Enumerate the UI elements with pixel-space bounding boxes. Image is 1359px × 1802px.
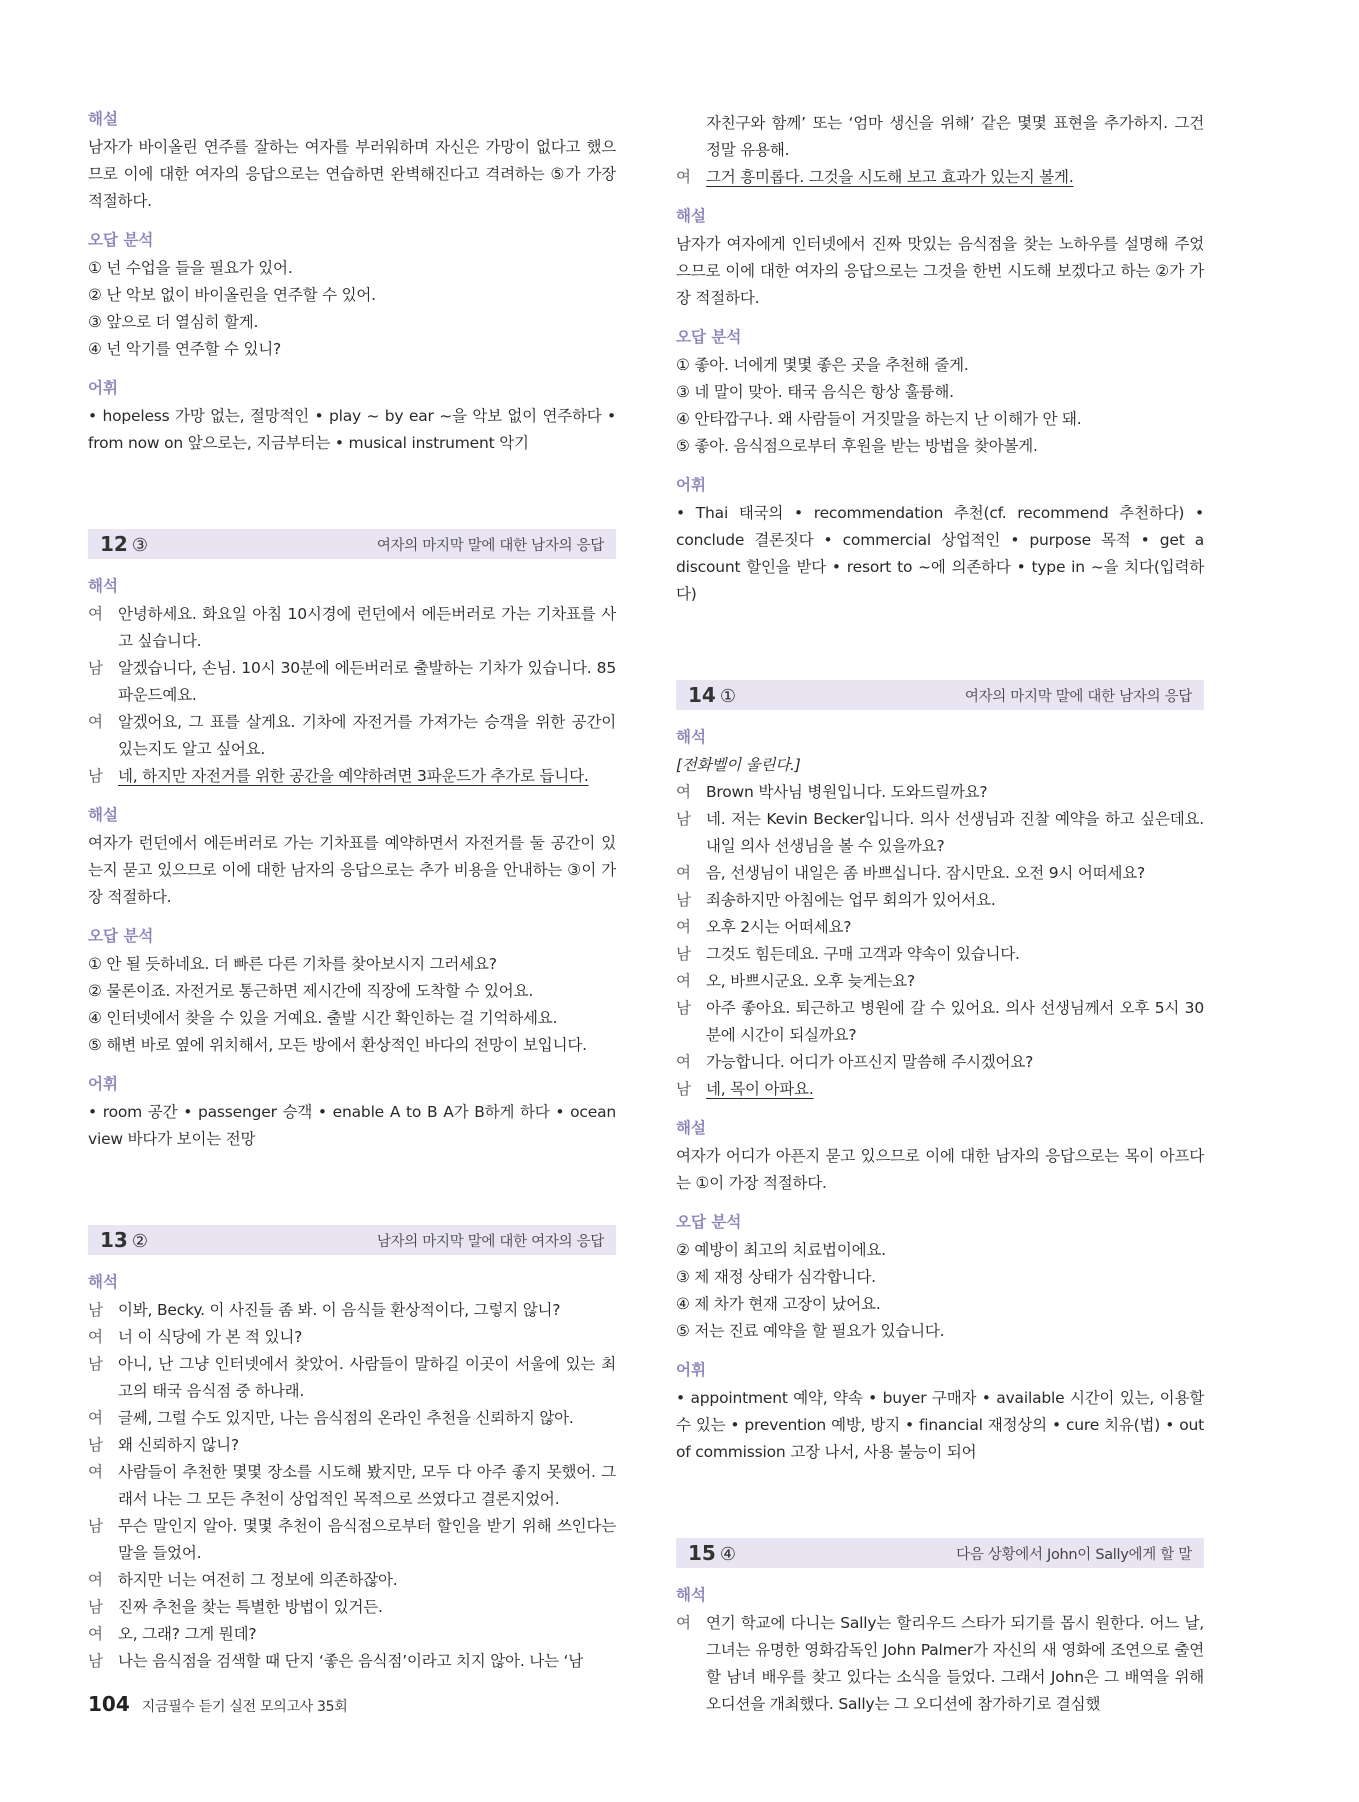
speaker: 남 [88,1652,103,1670]
line-text: Brown 박사님 병원입니다. 도와드릴까요? [706,783,988,801]
dialogue-line [88,655,616,709]
wrong-answer-label: 오답 분석 [88,231,154,249]
stage-direction: [전화벨이 울린다.] [676,756,801,774]
question-type: 남자의 마지막 말에 대한 여자의 응답 [376,1233,604,1250]
dialogue-line [88,1297,616,1324]
dialogue-line [676,941,1204,968]
wrong-answer-item: ① 안 될 듯하네요. 더 빠른 다른 기차를 찾아보시지 그러세요? [88,955,497,973]
dialogue-line [676,779,1204,806]
q12-vocabulary [88,1073,616,1153]
answer-line-text: 네, 하지만 자전거를 위한 공간을 예약하려면 3파운드가 추가로 듭니다. [118,767,589,785]
wrong-answer-item: ② 예방이 최고의 치료법이에요. [676,1241,886,1259]
wrong-answer-item: ① 좋아. 너에게 몇몇 좋은 곳을 추천해 줄게. [676,356,969,374]
wrong-answer-item: ① 넌 수업을 들을 필요가 있어. [88,259,293,277]
speaker: 여 [676,1053,691,1071]
line-text: 음, 선생님이 내일은 좀 바쁘십니다. 잠시만요. 오전 9시 어떠세요? [706,864,1146,882]
answer-mark: ② [131,1231,148,1252]
speaker: 남 [676,945,691,963]
explanation-text: 남자가 여자에게 인터넷에서 진짜 맛있는 음식점을 찾는 노하우를 설명해 주었으므로 이에 대한 여자의 응답으로는 그것을 한번 시도해 보겠다고 하는 ②가 가장 적절하다. [676,235,1205,307]
line-text: 하지만 너는 여전히 그 정보에 의존하잖아. [118,1571,398,1589]
translation-label: 해석 [88,577,118,595]
line-text: 알겠습니다, 손님. 10시 30분에 에든버러로 출발하는 기차가 있습니다. 85파운드예요. [118,659,616,704]
q14-header [676,680,1204,710]
dialogue-line [88,1459,616,1513]
q15-translation [676,1584,1204,1718]
line-text: 연기 학교에 다니는 Sally는 할리우드 스타가 되기를 몹시 원한다. 어느 날, 그녀는 유명한 영화감독인 John Palmer가 자신의 새 영화에 조연으로 출연할 남녀 배우를 찾고 있다는 소식을 들었다. 그래서 John은 그 배역을 위해 오디션을 개최했다. Sally는 그 오디션에 참가하기로 결심했 [706,1614,1204,1713]
line-text: 글쎄, 그럴 수도 있지만, 나는 음식점의 온라인 추천을 신뢰하지 않아. [118,1409,574,1427]
question-number: 14 [688,683,716,707]
translation-label: 해석 [676,728,706,746]
speaker: 여 [676,168,691,186]
answer-mark: ④ [719,1544,736,1565]
speaker: 여 [88,1463,103,1481]
wrong-answer-item: ④ 넌 악기를 연주할 수 있니? [88,340,282,358]
q14-vocabulary [676,1359,1204,1466]
speaker: 남 [676,999,691,1017]
dialogue-line [88,1594,616,1621]
speaker: 남 [676,891,691,909]
speaker: 여 [676,864,691,882]
q14-translation [676,726,1204,1103]
vocab-label: 어휘 [88,379,118,397]
line-text: 알겠어요, 그 표를 살게요. 기차에 자전거를 가져가는 승객을 위한 공간이 있는지도 알고 싶어요. [118,713,616,758]
q12-wrong-answers [88,925,616,1059]
q14-explanation [676,1117,1204,1197]
vocab-label: 어휘 [676,476,706,494]
answer-line-text: 그거 흥미롭다. 그것을 시도해 보고 효과가 있는지 볼게. [706,168,1074,186]
vocab-label: 어휘 [88,1075,118,1093]
wrong-answer-item: ③ 앞으로 더 열심히 할게. [88,313,259,331]
dialogue-line [88,1432,616,1459]
line-text: 오후 2시는 어떠세요? [706,918,852,936]
wrong-answer-item: ④ 제 차가 현재 고장이 났어요. [676,1295,881,1313]
question-number: 15 [688,1541,716,1565]
line-text: 안녕하세요. 화요일 아침 10시경에 런던에서 에든버러로 가는 기차표를 사고 싶습니다. [118,605,616,650]
dialogue-line [676,887,1204,914]
q11-wrong-answers [88,229,616,363]
dialogue-line [88,709,616,763]
explanation-text: 남자가 바이올린 연주를 잘하는 여자를 부러워하며 자신은 가망이 없다고 했으므로 이에 대한 여자의 응답으로는 연습하면 완벽해진다고 격려하는 ⑤가 가장 적절하다. [88,138,617,210]
speaker: 여 [676,972,691,990]
wrong-answer-item: ② 난 악보 없이 바이올린을 연주할 수 있어. [88,286,376,304]
speaker: 남 [88,1436,103,1454]
line-text: 오, 바쁘시군요. 오후 늦게는요? [706,972,915,990]
q15-header [676,1538,1204,1568]
q14-wrong-answers [676,1211,1204,1345]
question-number: 12 [100,532,128,556]
dialogue-line [88,1648,616,1675]
line-text: 이봐, Becky. 이 사진들 좀 봐. 이 음식들 환상적이다, 그렇지 않니? [118,1301,561,1319]
question-number: 13 [100,1228,128,1252]
dialogue-line [676,806,1204,860]
line-text: 오, 그래? 그게 뭔데? [118,1625,257,1643]
answer-mark: ① [719,686,736,707]
speaker: 여 [88,1571,103,1589]
dialogue-line [676,968,1204,995]
explanation-text: 여자가 어디가 아픈지 묻고 있으므로 이에 대한 남자의 응답으로는 목이 아프다는 ①이 가장 적절하다. [676,1147,1204,1192]
page-number: 104 [88,1692,130,1716]
dialogue-line [676,860,1204,887]
wrong-answer-item: ② 물론이죠. 자전거로 통근하면 제시간에 직장에 도착할 수 있어요. [88,982,534,1000]
q12-header [88,529,616,559]
q11-vocabulary [88,377,616,457]
speaker: 남 [676,810,691,828]
line-text: 너 이 식당에 가 본 적 있니? [118,1328,303,1346]
q11-explanation [88,108,616,215]
line-text: 왜 신뢰하지 않니? [118,1436,239,1454]
question-type: 여자의 마지막 말에 대한 남자의 응답 [964,688,1192,705]
line-text: 아주 좋아요. 퇴근하고 병원에 갈 수 있어요. 의사 선생님께서 오후 5시 30분에 시간이 되실까요? [706,999,1204,1044]
right-column [676,110,1204,1732]
wrong-answer-item: ③ 제 재정 상태가 심각합니다. [676,1268,876,1286]
vocab-text: • Thai 태국의 • recommendation 추천(cf. recommend 추천하다) • conclude 결론짓다 • commercial 상업적인 • purpose 목적 • get a discount 할인을 받다 • resort to ~에 의존하다 • type in ~을 치다(입력하다) [676,504,1204,603]
dialogue-line [88,1621,616,1648]
speaker: 여 [676,1614,691,1632]
translation-label: 해석 [88,1273,118,1291]
wrong-answer-item: ⑤ 해변 바로 옆에 위치해서, 모든 방에서 환상적인 바다의 전망이 보입니다. [88,1036,587,1054]
line-text: 진짜 추천을 찾는 특별한 방법이 있거든. [118,1598,383,1616]
line-text: 그것도 힘든데요. 구매 고객과 약속이 있습니다. [706,945,1020,963]
dialogue-line [88,1567,616,1594]
answer-mark: ③ [131,535,148,556]
line-text: 네. 저는 Kevin Becker입니다. 의사 선생님과 진찰 예약을 하고 싶은데요. 내일 의사 선생님을 볼 수 있을까요? [706,810,1204,855]
wrong-answer-item: ③ 네 말이 맞아. 태국 음식은 항상 훌륭해. [676,383,954,401]
dialogue-line [676,914,1204,941]
vocab-text: • appointment 예약, 약속 • buyer 구매자 • available 시간이 있는, 이용할 수 있는 • prevention 예방, 방지 • financial 재정상의 • cure 치유(법) • out of commission 고장 나서, 사용 불능이 되어 [676,1389,1204,1461]
explanation-label: 해설 [676,207,706,225]
q12-explanation [88,804,616,911]
speaker: 여 [676,783,691,801]
dialogue-line [88,1324,616,1351]
explanation-text: 여자가 런던에서 에든버러로 가는 기차표를 예약하면서 자전거를 둘 공간이 있는지 묻고 있으므로 이에 대한 남자의 응답으로는 추가 비용을 안내하는 ③이 가장 적절하다. [88,834,617,906]
line-text: 나는 음식점을 검색할 때 단지 ‘좋은 음식점’이라고 치지 않아. 나는 ‘남 [118,1652,584,1670]
page-footer [88,1692,347,1716]
book-title: 지금필수 듣기 실전 모의고사 35회 [141,1699,348,1715]
line-text: 죄송하지만 아침에는 업무 회의가 있어서요. [706,891,996,909]
speaker: 여 [88,605,103,623]
speaker: 남 [88,659,103,677]
speaker: 여 [88,1625,103,1643]
wrong-answer-item: ④ 안타깝구나. 왜 사람들이 거짓말을 하는지 난 이해가 안 돼. [676,410,1082,428]
translation-label: 해석 [676,1586,706,1604]
line-text: 사람들이 추천한 몇몇 장소를 시도해 봤지만, 모두 다 아주 좋지 못했어. 그래서 나는 그 모든 추천이 상업적인 목적으로 쓰였다고 결론지었어. [118,1463,616,1508]
speaker: 남 [88,767,103,785]
wrong-answer-item: ⑤ 저는 진료 예약을 할 필요가 있습니다. [676,1322,945,1340]
q13-vocabulary [676,474,1204,608]
wrong-answer-item: ⑤ 좋아. 음식점으로부터 후원을 받는 방법을 찾아볼게. [676,437,1038,455]
dialogue-line [88,1405,616,1432]
left-column [88,108,616,1689]
explanation-label: 해설 [88,110,118,128]
q12-translation [88,575,616,790]
wrong-answer-label: 오답 분석 [676,1213,742,1231]
dialogue-line [88,1351,616,1405]
q13-header [88,1225,616,1255]
dialogue-line [88,763,616,790]
dialogue-line [676,1610,1204,1718]
vocab-text: • room 공간 • passenger 승객 • enable A to B A가 B하게 하다 • ocean view 바다가 보이는 전망 [88,1103,616,1148]
speaker: 남 [88,1517,103,1535]
vocab-text: • hopeless 가망 없는, 절망적인 • play ~ by ear ~을 악보 없이 연주하다 • from now on 앞으로는, 지금부터는 • musical instrument 악기 [88,407,616,452]
dialogue-line [676,110,1204,164]
dialogue-line [88,601,616,655]
line-text: 가능합니다. 어디가 아프신지 말씀해 주시겠어요? [706,1053,1034,1071]
question-type: 다음 상황에서 John이 Sally에게 할 말 [956,1546,1192,1563]
q13-wrong-answers [676,326,1204,460]
dialogue-line [676,1049,1204,1076]
q13-translation [88,1271,616,1675]
dialogue-line [676,1076,1204,1103]
speaker: 남 [676,1080,691,1098]
wrong-answer-label: 오답 분석 [88,927,154,945]
line-text: 무슨 말인지 알아. 몇몇 추천이 음식점으로부터 할인을 받기 위해 쓰인다는 말을 들었어. [118,1517,616,1562]
q13-translation-continued [676,110,1204,191]
speaker: 남 [88,1598,103,1616]
wrong-answer-item: ④ 인터넷에서 찾을 수 있을 거예요. 출발 시간 확인하는 걸 기억하세요. [88,1009,558,1027]
line-text: 아니, 난 그냥 인터넷에서 찾았어. 사람들이 말하길 이곳이 서울에 있는 최고의 태국 음식점 중 하나래. [118,1355,616,1400]
dialogue-line [676,995,1204,1049]
speaker: 여 [88,1328,103,1346]
vocab-label: 어휘 [676,1361,706,1379]
explanation-label: 해설 [88,806,118,824]
wrong-answer-label: 오답 분석 [676,328,742,346]
explanation-label: 해설 [676,1119,706,1137]
dialogue-line [88,1513,616,1567]
q13-explanation [676,205,1204,312]
speaker: 여 [88,1409,103,1427]
speaker: 여 [88,713,103,731]
dialogue-line [676,164,1204,191]
speaker: 남 [88,1355,103,1373]
question-type: 여자의 마지막 말에 대한 남자의 응답 [376,537,604,554]
speaker: 여 [676,918,691,936]
answer-line-text: 네, 목이 아파요. [706,1080,814,1098]
speaker: 남 [88,1301,103,1319]
line-text: 자친구와 함께’ 또는 ‘엄마 생신을 위해’ 같은 몇몇 표현을 추가하지. 그건 정말 유용해. [706,114,1204,159]
